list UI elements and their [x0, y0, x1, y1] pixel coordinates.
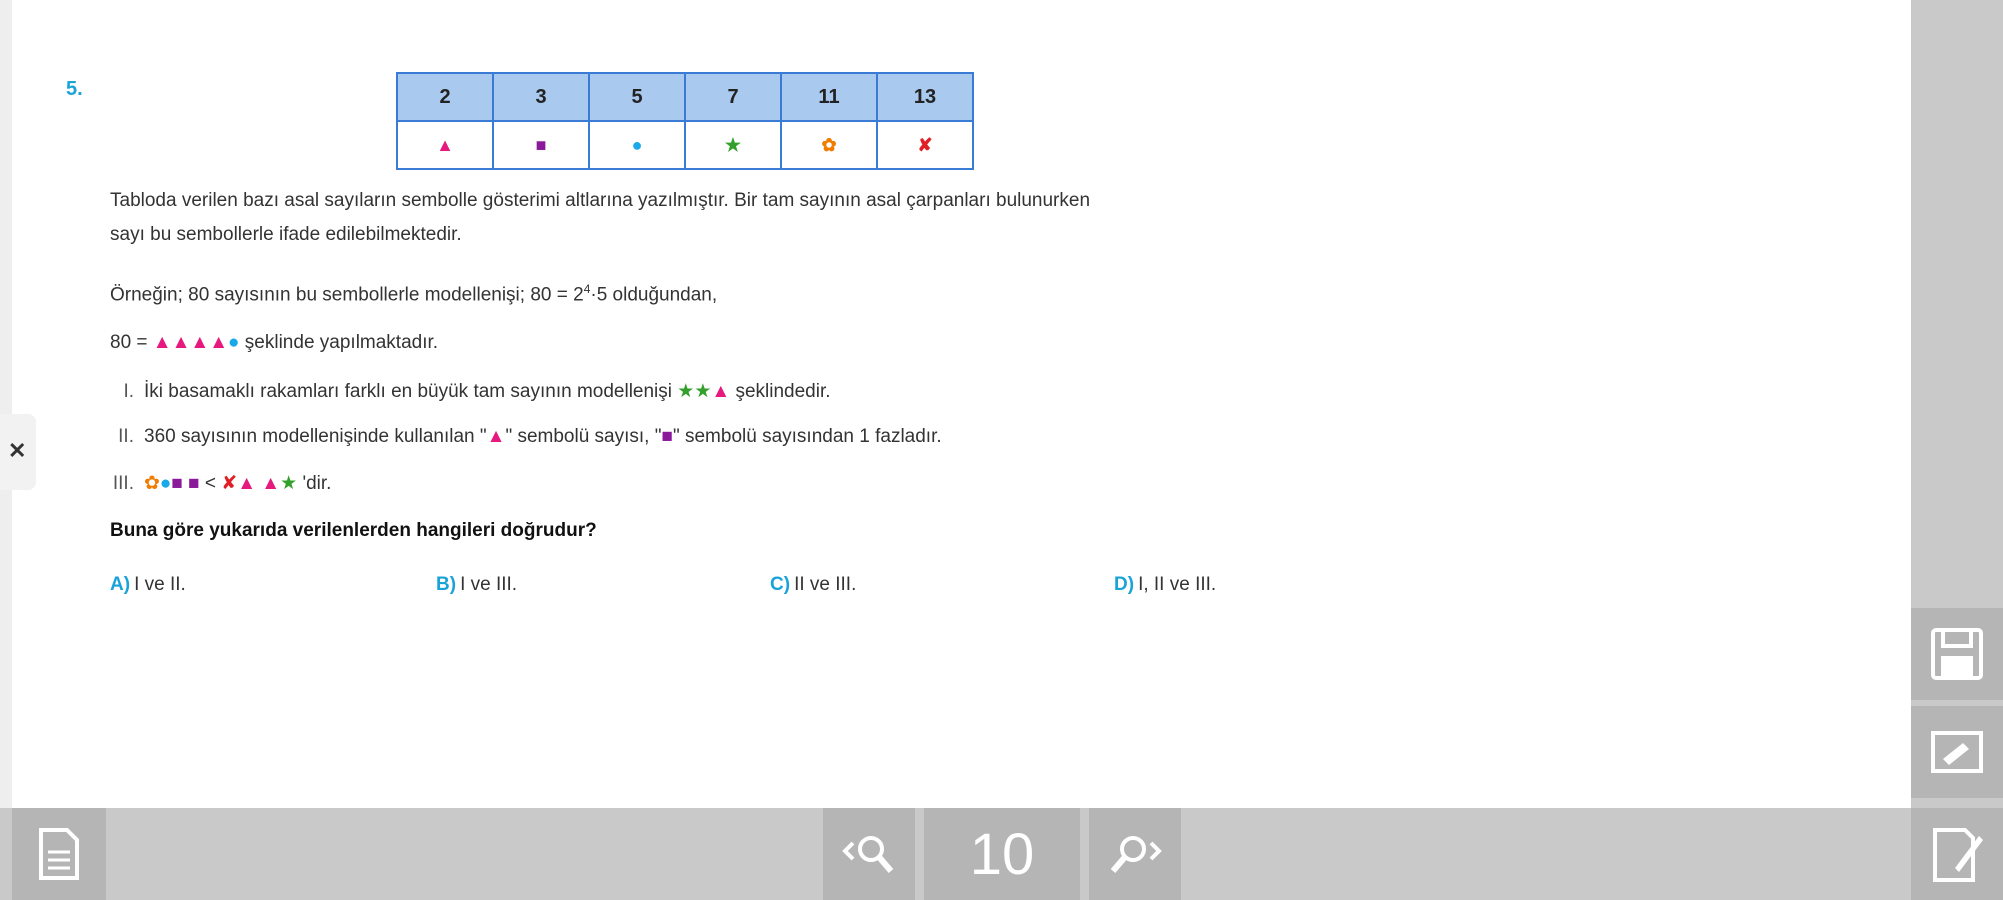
example-prefix: Örneğin; 80 sayısının bu sembollerle modellenişi; 80 = 2 — [110, 284, 584, 306]
note-edit-button[interactable] — [1911, 808, 2003, 900]
left-edge-strip — [0, 0, 12, 808]
option-key: C) — [770, 574, 791, 595]
note-edit-icon — [1929, 824, 1985, 884]
option-key: A) — [110, 574, 131, 595]
previous-page-zoom-button[interactable] — [823, 808, 915, 900]
statement-roman: I. — [123, 381, 134, 402]
close-icon[interactable]: ✕ — [8, 438, 27, 463]
zoom-out-prev-icon — [839, 829, 899, 879]
save-icon — [1927, 624, 1987, 684]
less-than: < — [199, 473, 222, 494]
prime-cell: 7 — [685, 73, 781, 121]
question-number: 5. — [66, 78, 83, 100]
statement-3 — [100, 472, 331, 495]
triangle-icon: ▲ — [256, 473, 281, 494]
triangle-icon: ▲ — [237, 473, 257, 494]
statement-2 — [100, 426, 942, 448]
left-close-tab[interactable] — [0, 414, 36, 490]
image-edit-icon — [1929, 729, 1985, 775]
model-prefix: 80 = — [110, 332, 153, 353]
statement-roman: II. — [118, 426, 134, 447]
prime-cell: 3 — [493, 73, 589, 121]
document-icon — [37, 826, 81, 882]
star-icon: ★ — [280, 473, 298, 494]
prime-row — [397, 73, 973, 121]
page-number: 10 — [969, 821, 1035, 887]
square-icon: ■ — [535, 134, 547, 155]
intro-line-1: Tabloda verilen bazı asal sayıların sembolle gösterimi altlarına yazılmıştır. Bir tam sayının asal çarpanları bulunurken — [110, 190, 1091, 211]
star-icon: ★★ — [677, 381, 712, 402]
circle-icon: ● — [631, 134, 643, 155]
save-button[interactable] — [1911, 608, 2003, 700]
prime-symbol-table — [396, 72, 974, 170]
prime-cell: 5 — [589, 73, 685, 121]
statement-text: " sembolü sayısından 1 fazladır. — [672, 426, 942, 447]
image-edit-button[interactable] — [1911, 706, 2003, 798]
cross-icon: ✘ — [221, 473, 238, 494]
prime-cell: 2 — [397, 73, 493, 121]
triangle-icon: ▲ — [486, 426, 506, 447]
statement-text: İki basamaklı rakamları farklı en büyük tam sayının modellenişi — [144, 381, 678, 402]
statement-text: " sembolü sayısı, " — [505, 426, 662, 447]
circle-icon: ● — [159, 473, 172, 494]
prime-cell: 13 — [877, 73, 973, 121]
flower-icon: ✿ — [144, 473, 160, 494]
option-key: B) — [436, 574, 457, 595]
square-icon: ■ ■ — [171, 473, 200, 494]
option-text: I ve II. — [134, 574, 186, 595]
example-exponent: 4 — [583, 282, 591, 296]
prime-cell: 11 — [781, 73, 877, 121]
option-c[interactable] — [770, 574, 856, 596]
option-text: I ve III. — [460, 574, 518, 595]
model-suffix: şeklinde yapılmaktadır. — [239, 332, 439, 353]
triangle-icon: ▲ — [711, 381, 731, 402]
option-d[interactable] — [1114, 574, 1216, 596]
statement-suffix: şeklindedir. — [730, 381, 831, 402]
star-icon: ★ — [724, 134, 742, 155]
flower-icon: ✿ — [821, 134, 837, 155]
option-key: D) — [1114, 574, 1135, 595]
option-text: II ve III. — [794, 574, 857, 595]
cross-icon: ✘ — [917, 134, 933, 155]
statement-suffix: 'dir. — [297, 473, 332, 494]
statement-1 — [100, 380, 831, 403]
model-line — [110, 332, 438, 354]
page-number-box[interactable] — [924, 808, 1080, 900]
option-text: I, II ve III. — [1138, 574, 1217, 595]
triangle-icon: ▲▲▲▲ — [152, 332, 229, 353]
intro-line-2: sayı bu sembollerle ifade edilebilmektedir. — [110, 224, 462, 245]
option-a[interactable] — [110, 574, 186, 596]
next-page-zoom-button[interactable] — [1089, 808, 1181, 900]
symbol-row — [397, 121, 973, 169]
circle-icon: ● — [228, 332, 240, 353]
square-icon: ■ — [661, 426, 673, 447]
statement-roman: III. — [112, 473, 134, 494]
option-b[interactable] — [436, 574, 517, 596]
example-suffix: ·5 olduğundan, — [590, 284, 718, 306]
triangle-icon: ▲ — [436, 134, 454, 155]
question-prompt: Buna göre yukarıda verilenlerden hangileri doğrudur? — [110, 520, 597, 541]
statement-text: 360 sayısının modellenişinde kullanılan " — [144, 426, 487, 447]
zoom-in-next-icon — [1105, 829, 1165, 879]
document-button[interactable] — [12, 808, 106, 900]
example-line — [110, 282, 717, 306]
